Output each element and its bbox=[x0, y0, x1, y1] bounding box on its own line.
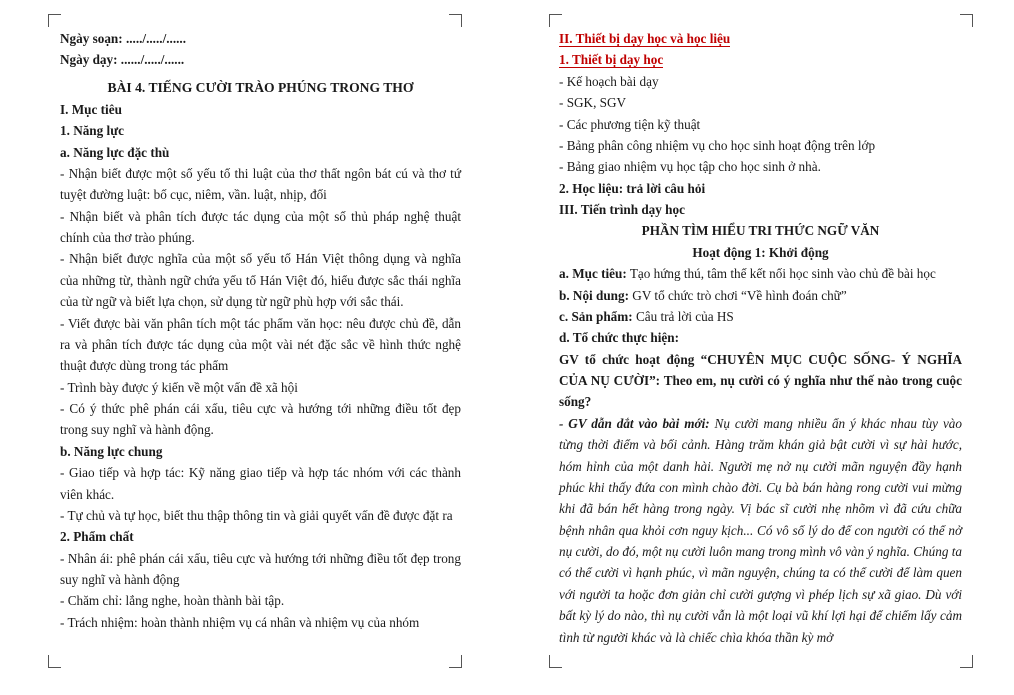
heading-pham-chat: 2. Phẩm chất bbox=[60, 529, 134, 545]
lead-text: Tạo hứng thú, tâm thế kết nối học sinh vào chủ đề bài học bbox=[626, 266, 936, 282]
heading-muc-tieu: I. Mục tiêu bbox=[60, 101, 122, 117]
lead-text: GV tổ chức trò chơi “Về hình đoán chữ” bbox=[629, 287, 847, 303]
body-paragraph: - Có ý thức phê phán cái xấu, tiêu cực và hướng tới những điều tốt đẹp trong suy nghĩ và hành động. bbox=[60, 401, 465, 438]
body-paragraph: - Kế hoạch bài dạy bbox=[559, 73, 659, 89]
section-title-hoat-dong-1: Hoạt động 1: Khởi động bbox=[692, 244, 829, 260]
heading-tien-trinh: III. Tiến trình dạy học bbox=[559, 202, 685, 217]
crop-mark-bottom-left bbox=[549, 655, 562, 668]
heading-nang-luc-chung: b. Năng lực chung bbox=[60, 443, 163, 459]
body-paragraph: - Giao tiếp và hợp tác: Kỹ năng giao tiếp và hợp tác nhóm với các thành viên khác. bbox=[60, 465, 465, 502]
body-paragraph: - Trình bày được ý kiến về một vấn đề xã hội bbox=[60, 379, 298, 395]
crop-mark-bottom-right bbox=[960, 655, 973, 668]
body-paragraph: - SGK, SGV bbox=[559, 95, 627, 111]
heading-text: 1. Thiết bị dạy học bbox=[559, 52, 664, 68]
body-paragraph-noi-dung bbox=[559, 285, 962, 306]
heading-thiet-bi-hoc-lieu bbox=[559, 28, 962, 49]
heading-nang-luc-dac-thu: a. Năng lực đặc thù bbox=[60, 144, 170, 160]
crop-mark-top-right bbox=[449, 14, 462, 27]
section-title-tri-thuc: PHẦN TÌM HIỂU TRI THỨC NGỮ VĂN bbox=[641, 223, 880, 239]
body-paragraph: - Bảng phân công nhiệm vụ cho học sinh hoạt động trên lớp bbox=[559, 137, 876, 153]
lead-label: a. Mục tiêu: bbox=[559, 266, 627, 282]
body-paragraph-muc-tieu bbox=[559, 263, 962, 284]
date-soan-line: Ngày soạn: ...../...../...... bbox=[60, 31, 187, 46]
lead-label: - GV dẫn dắt vào bài mới: bbox=[559, 415, 710, 431]
heading-thiet-bi-day-hoc bbox=[559, 49, 962, 70]
body-paragraph: - Nhận biết được nghĩa của một số yếu tố Hán Việt thông dụng và nghĩa của những từ, thành ngữ chứa yếu tố Hán Việt đó, hiểu được sắc thái nghĩa của từ ngữ và biết lựa chọn, sử dụng từ ngữ phù hợp với sắc thái. bbox=[60, 251, 465, 310]
crop-mark-top-left bbox=[48, 14, 61, 27]
heading-nang-luc: 1. Năng lực bbox=[60, 123, 124, 139]
heading-to-chuc-thuc-hien: d. Tổ chức thực hiện: bbox=[559, 330, 679, 346]
crop-mark-top-right bbox=[960, 14, 973, 27]
body-paragraph: - Viết được bài văn phân tích một tác phẩm văn học: nêu được chủ đề, dẫn ra và phân tích được tác dụng của một vài nét đặc sắc về hình thức nghệ thuật được dùng trong tác phẩm bbox=[60, 315, 465, 374]
page-right bbox=[507, 0, 1014, 695]
crop-mark-bottom-right bbox=[449, 655, 462, 668]
body-paragraph: - Tự chủ và tự học, biết thu thập thông tin và giải quyết vấn đề được đặt ra bbox=[60, 507, 453, 523]
body-paragraph-san-pham bbox=[559, 306, 962, 327]
body-paragraph: - Nhận biết và phân tích được tác dụng của một số thủ pháp nghệ thuật chính của thơ trào phúng. bbox=[60, 208, 465, 246]
body-paragraph: - Các phương tiện kỹ thuật bbox=[559, 116, 701, 132]
lead-text: Câu trả lời của HS bbox=[632, 308, 734, 324]
heading-hoc-lieu: 2. Học liệu: trả lời câu hỏi bbox=[559, 180, 706, 196]
lead-text: Nụ cười mang nhiều ẩn ý khác nhau tùy vào từng thời điểm và bối cảnh. Hàng trăm khán giả bật cười vì sự hài hước, hóm hỉnh của một danh hài. Người mẹ nở nụ cười mãn nguyện đầy hạnh phúc khi thấy đứa con mình chào đời. Cụ bà bán hàng rong cười vui mừng khi đã bán hết hàng trong ngày. Vị bác sĩ cười nhẹ nhõm vì đã cứu chữa bệnh nhân qua khỏi cơn nguy kịch... Có vô số lý do để con người có thể nở nụ cười, do đó, một nụ cười luôn mang trong mình vô vàn ý nghĩa. Chúng ta có thể cười vì hạnh phúc, vì mãn nguyện, chúng ta có thể cười để làm quen với người ta hoặc đơn giản chỉ cười gượng vì phép lịch sự xã giao. Dù với bất kỳ lý do nào, thì nụ cười vẫn là một loại vũ khí lợi hại để chiếm lấy cảm tình từ người khác và là chiếc chìa khóa thần kỳ mở bbox=[559, 415, 966, 645]
body-paragraph-dan-dat bbox=[559, 413, 966, 648]
crop-mark-bottom-left bbox=[48, 655, 61, 668]
body-paragraph: - Nhận biết được một số yếu tố thi luật của thơ thất ngôn bát cú và thơ tứ tuyệt đường luật: bố cục, niêm, vần. luật, nhịp, đối bbox=[60, 165, 465, 203]
lead-label: b. Nội dung: bbox=[559, 287, 629, 303]
lead-label: c. Sản phẩm: bbox=[559, 308, 633, 324]
body-paragraph: - Nhân ái: phê phán cái xấu, tiêu cực và hướng tới những điều tốt đẹp trong suy nghĩ và hành động bbox=[60, 550, 465, 588]
crop-mark-top-left bbox=[549, 14, 562, 27]
body-paragraph: - Bảng giao nhiệm vụ học tập cho học sinh ở nhà. bbox=[559, 159, 821, 175]
body-paragraph: - Trách nhiệm: hoàn thành nhiệm vụ cá nhân và nhiệm vụ của nhóm bbox=[60, 614, 420, 630]
body-paragraph: - Chăm chỉ: lắng nghe, hoàn thành bài tập. bbox=[60, 593, 285, 609]
body-paragraph-chuyen-muc: GV tổ chức hoạt động “CHUYÊN MỤC CUỘC SỐNG- Ý NGHĨA CỦA NỤ CƯỜI”: Theo em, nụ cười có ý nghĩa như thế nào trong cuộc sống? bbox=[559, 351, 966, 410]
date-day-line: Ngày dạy: ....../...../...... bbox=[60, 52, 185, 68]
heading-text: II. Thiết bị dạy học và học liệu bbox=[559, 31, 731, 46]
page-title: BÀI 4. TIẾNG CƯỜI TRÀO PHÚNG TRONG THƠ bbox=[107, 79, 414, 95]
